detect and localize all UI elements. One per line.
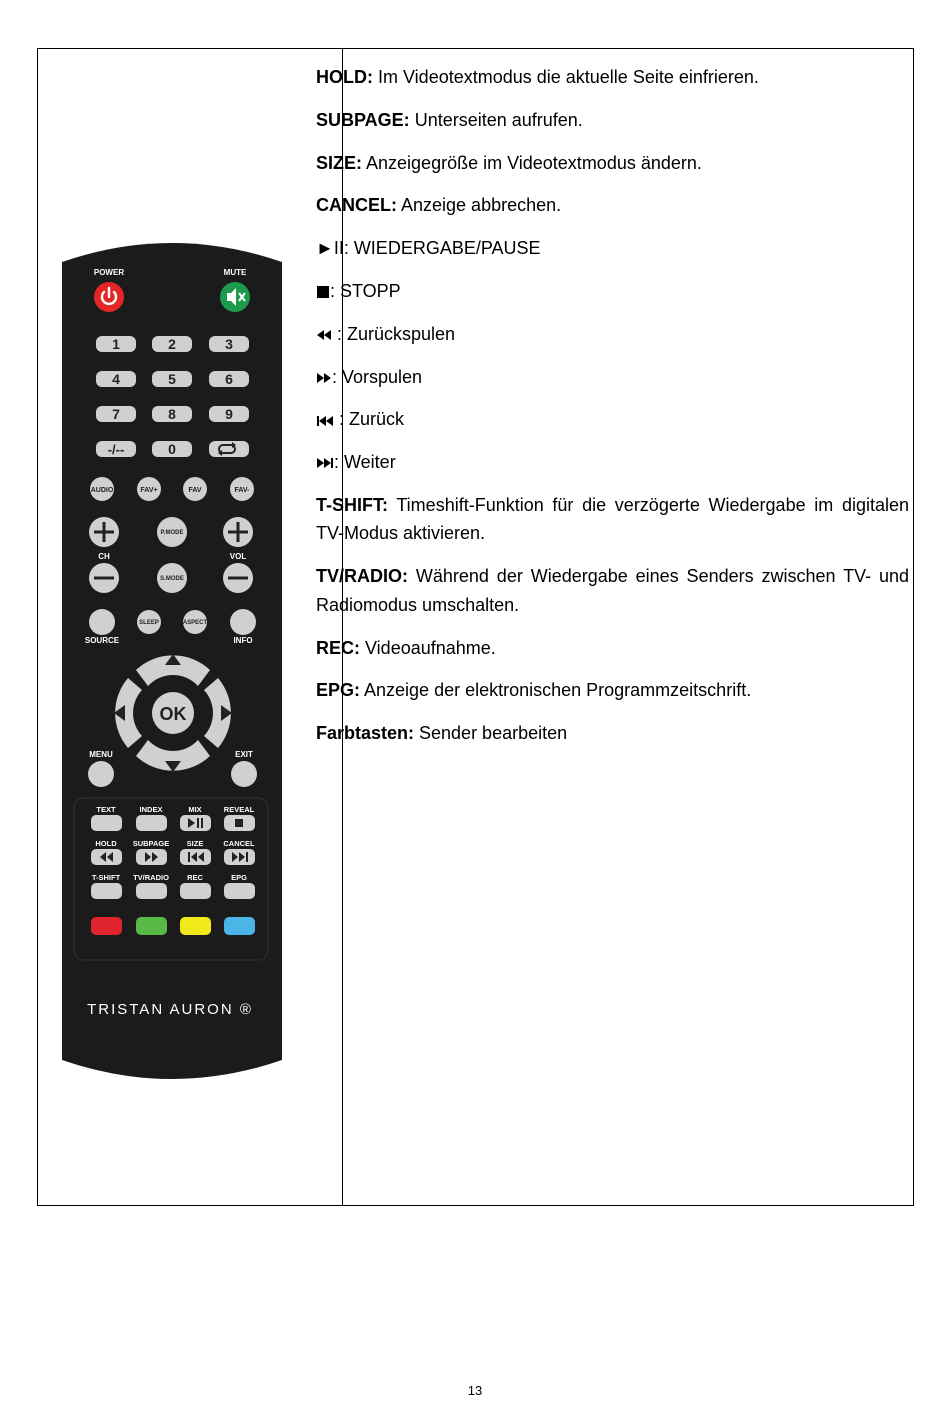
- menu-label: MENU: [89, 750, 113, 759]
- source-button: [89, 609, 115, 635]
- entry-size: SIZE: Anzeigegröße im Videotextmodus ändern.: [316, 152, 702, 173]
- digit-key-dash: [96, 441, 136, 457]
- svg-text:P.MODE: P.MODE: [160, 530, 184, 536]
- size-label: SIZE: [186, 839, 204, 848]
- ch-label: CH: [98, 552, 110, 561]
- digit-key-1: [96, 336, 136, 352]
- svg-text:2: 2: [168, 336, 176, 352]
- channel-up-button: [89, 517, 119, 547]
- p-mode-button: [157, 517, 187, 547]
- menu-button: [88, 761, 114, 787]
- svg-text:SLEEP: SLEEP: [139, 620, 159, 626]
- digit-key-3: [209, 336, 249, 352]
- tv-radio-button: [136, 883, 167, 899]
- mute-button: [220, 282, 250, 312]
- digit-key-7: [96, 406, 136, 422]
- cancel-button: [224, 849, 255, 865]
- epg-label: EPG: [231, 873, 247, 882]
- epg-button: [224, 883, 255, 899]
- svg-text:FAV: FAV: [188, 487, 202, 494]
- rec-label: REC: [187, 873, 203, 882]
- svg-text:8: 8: [168, 406, 176, 422]
- t-shift-label: T-SHIFT: [91, 873, 121, 882]
- ok-button: [152, 692, 194, 734]
- green-button: [136, 917, 167, 935]
- svg-text:4: 4: [112, 371, 120, 387]
- button-descriptions: [316, 63, 909, 762]
- digit-key-8: [152, 406, 192, 422]
- info-button: [230, 609, 256, 635]
- sleep-button: [137, 610, 161, 634]
- entry-cancel: CANCEL: Anzeige abbrechen.: [316, 195, 562, 216]
- svg-text:3: 3: [225, 336, 233, 352]
- volume-up-button: [223, 517, 253, 547]
- svg-text:OK: OK: [159, 704, 187, 724]
- cancel-label: CANCEL: [223, 839, 255, 848]
- digit-key-6: [209, 371, 249, 387]
- reveal-button: [224, 815, 255, 831]
- digit-key-0: [152, 441, 192, 457]
- svg-text:7: 7: [112, 406, 120, 422]
- fav-button: [183, 477, 207, 501]
- blue-button: [224, 917, 255, 935]
- svg-text:S.MODE: S.MODE: [160, 576, 184, 582]
- table-frame: [37, 48, 914, 1206]
- rec-button: [180, 883, 211, 899]
- tv-radio-label: TV/RADIO: [133, 873, 169, 882]
- svg-text:FAV+: FAV+: [140, 487, 158, 494]
- vol-label: VOL: [229, 552, 247, 561]
- info-label: INFO: [233, 636, 253, 645]
- channel-down-button: [89, 563, 119, 593]
- red-button: [91, 917, 122, 935]
- entry-stop: : STOPP: [316, 277, 909, 306]
- index-button: [136, 815, 167, 831]
- audio-button: [90, 477, 114, 501]
- svg-text:0: 0: [168, 441, 176, 457]
- text-button: [91, 815, 122, 831]
- hold-label: HOLD: [95, 839, 117, 848]
- size-button: [180, 849, 211, 865]
- fast-forward-icon: [316, 372, 332, 384]
- digit-key-4: [96, 371, 136, 387]
- svg-text:1: 1: [112, 336, 120, 352]
- s-mode-button: [157, 563, 187, 593]
- text-label: TEXT: [96, 805, 116, 814]
- t-shift-button: [91, 883, 122, 899]
- entry-t-shift: T-SHIFT: Timeshift-Funktion für die verzögerte Wiedergabe im digitalen TV-Modus aktivieren.: [316, 494, 909, 544]
- entry-play-pause: ►II: WIEDERGABE/PAUSE: [316, 238, 541, 259]
- fav-minus-button: [230, 477, 254, 501]
- brand-logo: TRISTAN AURON ®: [87, 1001, 253, 1018]
- volume-down-button: [223, 563, 253, 593]
- page-number: 13: [467, 1383, 483, 1398]
- entry-previous: : Zurück: [316, 405, 909, 434]
- entry-fast-forward: : Vorspulen: [316, 363, 909, 392]
- next-icon: [316, 457, 334, 469]
- exit-button: [231, 761, 257, 787]
- subpage-label: SUBPAGE: [132, 839, 170, 848]
- remote-control-illustration: [62, 242, 282, 1080]
- digit-key-5: [152, 371, 192, 387]
- svg-text:AUDIO: AUDIO: [90, 487, 114, 494]
- svg-text:FAV-: FAV-: [234, 487, 250, 494]
- subpage-button: [136, 849, 167, 865]
- entry-tv-radio: TV/RADIO: Während der Wiedergabe eines Senders zwischen TV- und Radiomodus umschalten.: [316, 566, 909, 615]
- svg-text:9: 9: [225, 406, 233, 422]
- svg-text:-/--: -/--: [107, 442, 125, 457]
- reveal-label: REVEAL: [223, 805, 255, 814]
- entry-rewind: : Zurückspulen: [316, 320, 909, 349]
- entry-rec: REC: Videoaufnahme.: [316, 637, 496, 658]
- digit-key-2: [152, 336, 192, 352]
- power-label: POWER: [93, 268, 125, 277]
- power-button: [94, 282, 124, 312]
- rewind-icon: [316, 329, 332, 341]
- stop-icon: [316, 285, 330, 299]
- stop-icon: [235, 819, 243, 827]
- entry-color-keys: Farbtasten: Sender bearbeiten: [316, 723, 568, 744]
- yellow-button: [180, 917, 211, 935]
- svg-text:5: 5: [168, 371, 176, 387]
- mix-button: [180, 815, 211, 831]
- fav-plus-button: [137, 477, 161, 501]
- hold-button: [91, 849, 122, 865]
- entry-next: : Weiter: [316, 448, 909, 477]
- index-label: INDEX: [139, 805, 163, 814]
- svg-text:ASPECT: ASPECT: [182, 620, 208, 626]
- mix-label: MIX: [188, 805, 202, 814]
- digit-key-9: [209, 406, 249, 422]
- svg-text:6: 6: [225, 371, 233, 387]
- source-label: SOURCE: [84, 636, 120, 645]
- entry-subpage: SUBPAGE: Unterseiten aufrufen.: [316, 109, 583, 130]
- mute-label: MUTE: [223, 268, 247, 277]
- exit-label: EXIT: [235, 750, 253, 759]
- entry-epg: EPG: Anzeige der elektronischen Programmzeitschrift.: [316, 680, 752, 701]
- entry-hold: HOLD: Im Videotextmodus die aktuelle Seite einfrieren.: [316, 67, 759, 87]
- recall-key: [209, 441, 249, 457]
- previous-icon: [316, 415, 334, 427]
